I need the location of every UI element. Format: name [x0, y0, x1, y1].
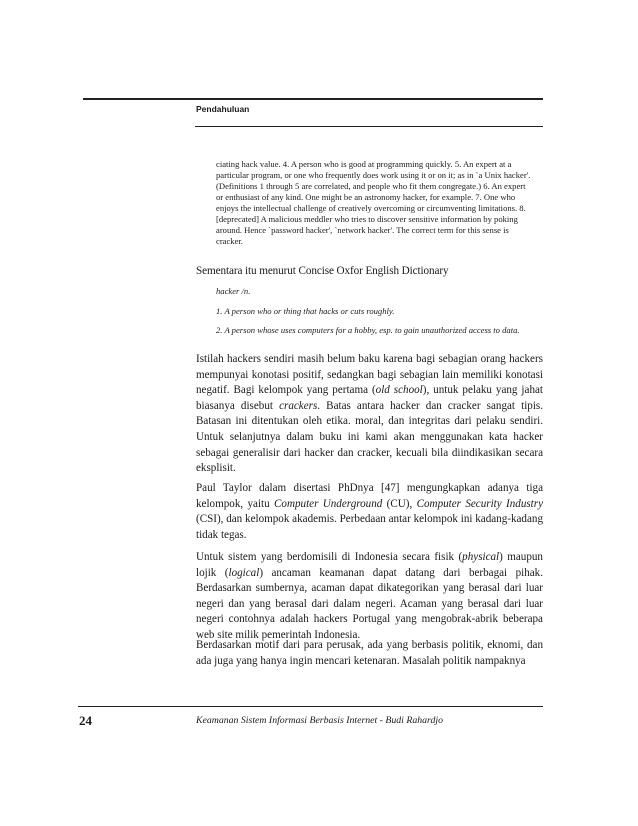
running-header: Pendahuluan: [196, 104, 250, 114]
paragraph-taylor: [196, 481, 543, 543]
dictionary-entry: hacker /n.: [216, 286, 251, 296]
text-run: Untuk sistem yang berdomisili di Indonesia secara fisik (: [196, 551, 463, 563]
text-run-italic: crackers: [279, 399, 318, 412]
footer-rule: [78, 706, 543, 707]
definition-quote: ciating hack value. 4. A person who is good at programming quickly. 5. An expert at a particular program, or one who frequently does work using it or on it; as in `a Unix hacker'. (Definitions 1 through 5 are correlated, and people who fit them congregate.) 6. An expert or enthusiast of any kind. One might be an astronomy hacker, for example. 7. One who enjoys the intellectual challenge of creatively overcoming or circumventing limitations. 8. [deprecated] A malicious meddler who tries to discover sensitive information by poking around. Hence `password hacker', `network hacker'. The correct term for this sense is cracker.: [216, 159, 531, 246]
text-run: ) ancaman keamanan dapat datang dari berbagai pihak. Berdasarkan sumbernya, acaman dapat dikategorikan yang berasal dari luar negeri dan yang berasal dari dalam negeri. Acaman yang berasal dari luar negeri contohnya adalah hackers Portugal yang mengobrak-abrik beberapa web site milik pemerintah Indonesia.: [196, 566, 543, 641]
text-run: ) maupun lojik (: [196, 551, 543, 579]
dictionary-intro: Sementara itu menurut Concise Oxfor English Dictionary: [196, 265, 449, 277]
text-run-italic: old school: [375, 384, 423, 397]
text-run: . Batas antara hacker dan cracker sangat tipis. Batasan ini ditentukan oleh etika. moral, dan integritas dari pelaku sendiri. Untuk selanjutnya dalam buku ini kami akan menggunakan kata hacker sebagai generalisir dari hacker dan cracker, kecuali bila diindikasikan secara eksplisit.: [196, 399, 543, 475]
text-run-italic: logical: [228, 566, 260, 579]
paragraph-threats: [196, 550, 543, 644]
paragraph-motives: Berdasarkan motif dari para perusak, ada yang berbasis politik, eknomi, dan ada juga yang hanya ingin mencari ketenaran. Masalah politik nampaknya: [196, 639, 543, 667]
dictionary-def-1: 1. A person who or thing that hacks or cuts roughly.: [216, 306, 395, 316]
paragraph-hackers: [196, 352, 543, 477]
text-run: Paul Taylor dalam disertasi PhDnya [47] mengungkapkan adanya tiga kelompok, yaitu: [196, 482, 543, 510]
text-run-italic: Computer Underground: [274, 497, 383, 510]
text-run: Istilah hackers sendiri masih belum baku karena bagi sebagian orang hackers mempunyai konotasi positif, sedangkan bagi sebagian lain memiliki konotasi negatif. Bagi kelompok yang pertama (: [196, 353, 543, 397]
text-run: (CU),: [382, 497, 417, 510]
header-rule-top: [83, 98, 543, 100]
text-run: (CSI), dan kelompok akademis. Perbedaan antar kelompok ini kadang-kadang tidak tegas.: [196, 513, 543, 541]
text-run-italic: physical: [462, 551, 500, 563]
text-run: ), untuk pelaku yang jahat biasanya disebut: [196, 384, 543, 412]
dictionary-def-2: 2. A person whose uses computers for a hobby, esp. to gain unauthorized access to data.: [216, 325, 520, 335]
text-run-italic: Computer Security Industry: [416, 497, 544, 510]
book-title: Keamanan Sistem Informasi Berbasis Internet - Budi Rahardjo: [196, 715, 443, 726]
header-rule-bottom: [195, 126, 543, 127]
page-number: 24: [79, 713, 92, 728]
